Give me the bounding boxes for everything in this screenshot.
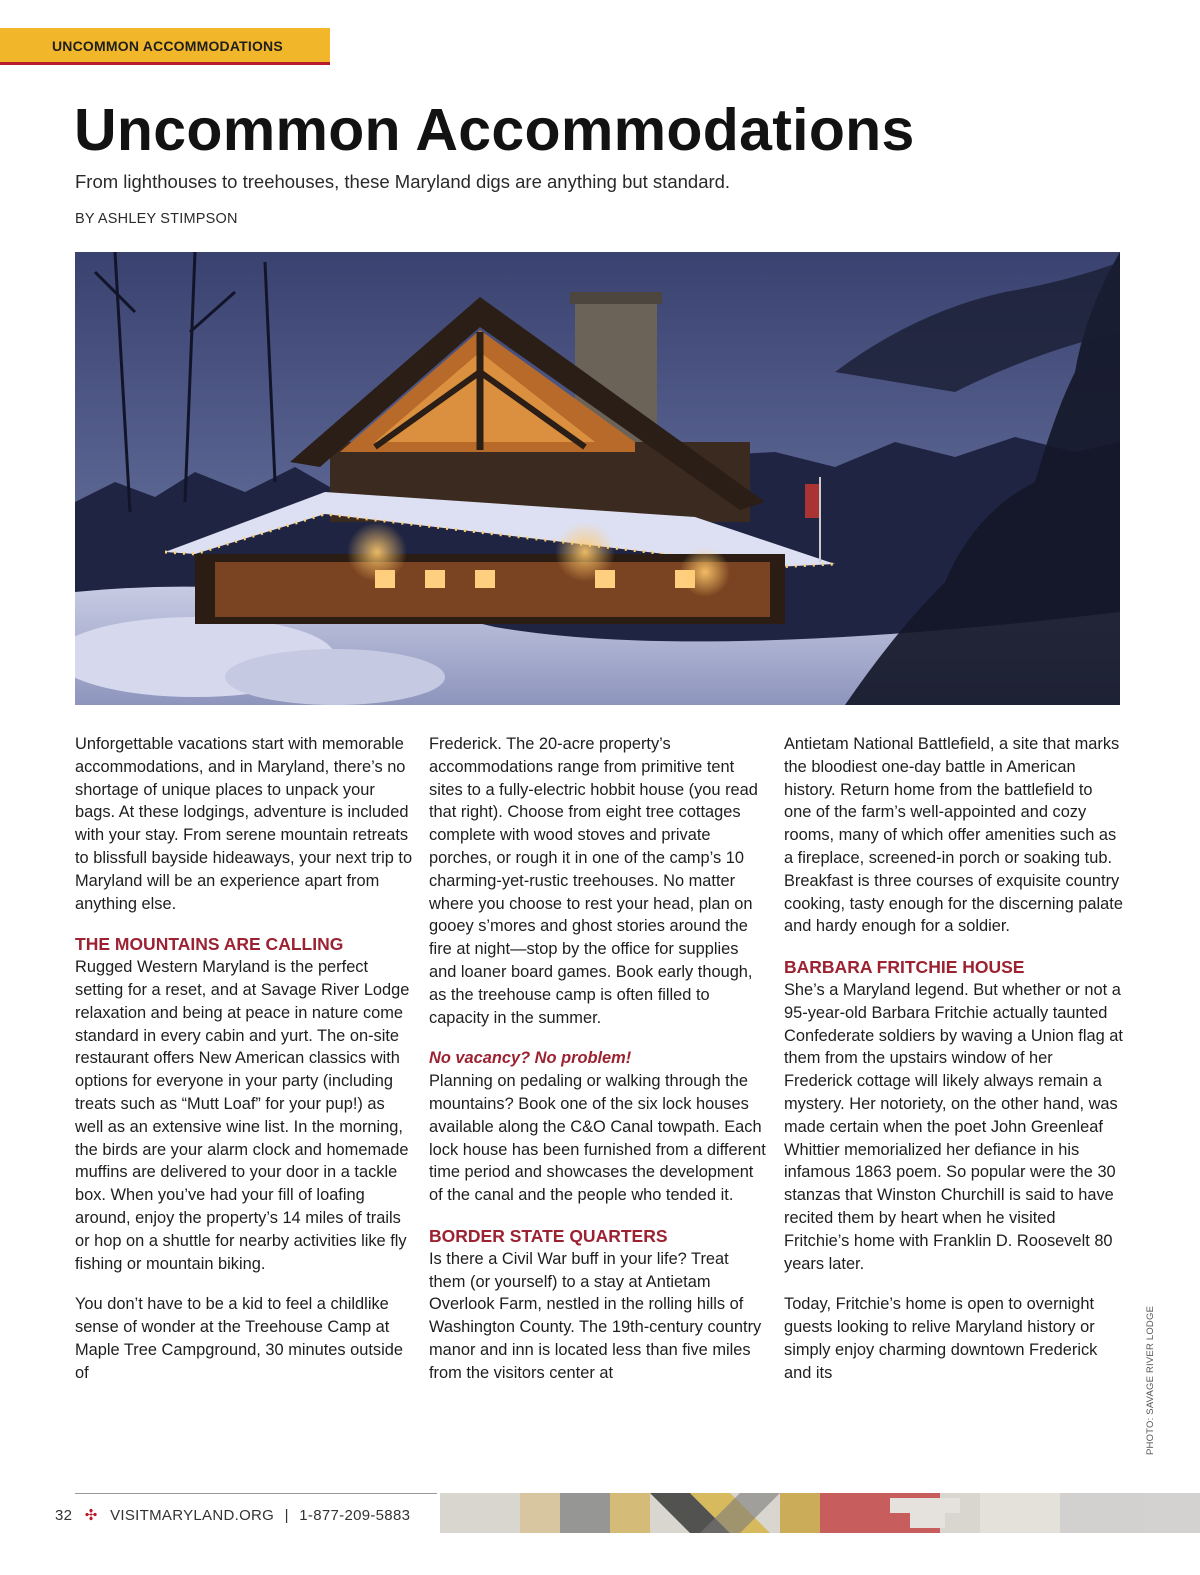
body-paragraph: Is there a Civil War buff in your life? Treat them (or yourself) to a stay at Antietam Overlook Farm, nestled in the rolling hills of Washington County. The 19th-century country manor and inn is located less than five miles from the visitors center at [429,1249,762,1382]
article-column-3 [784,733,1124,1403]
section-heading-mountains: THE MOUNTAINS ARE CALLING [75,934,344,955]
body-paragraph: Rugged Western Maryland is the perfect setting for a reset, and at Savage River Lodge relaxation and being at peace in nature come standard in every cabin and yurt. The on-site restaurant offers New American classics with options for everyone in your party (including treats such as “Mutt Loaf” for your pup!) as well as an extensive wine list. In the morning, the birds are your alarm clock and homemade muffins are delivered to your door in a tackle box. When you’ve had your fill of loafing around, enjoy the property’s 14 miles of trails or hop on a shuttle for nearby activities like fly fishing or mountain biking. [75,958,410,1273]
lodge-photo [75,252,1120,705]
page-number: 32 [55,1507,73,1524]
article-subtitle: From lighthouses to treehouses, these Maryland digs are anything but standard. [75,171,731,192]
article-byline: BY ASHLEY STIMPSON [75,211,238,227]
body-paragraph: Antietam National Battlefield, a site that marks the bloodiest one-day battle in American history. Return home from the battlefield to one of the farm’s well-appointed and cozy rooms, many of which offer amenities such as a fireplace, screened-in porch or soaking tub. Breakfast is three courses of exquisite country cooking, tasty enough for the discerning palate and hardy enough for a soldier. [784,735,1123,936]
footer-rule [75,1493,437,1494]
body-paragraph: Today, Fritchie’s home is open to overnight guests looking to relive Maryland history or simply enjoy charming downtown Frederick and its [784,1295,1098,1382]
photo-credit: PHOTO: SAVAGE RIVER LODGE [1145,1305,1156,1455]
article-column-1 [75,733,415,1403]
section-heading-fritchie: BARBARA FRITCHIE HOUSE [784,957,1025,978]
page-footer [55,1506,410,1524]
intro-paragraph: Unforgettable vacations start with memorable accommodations, and in Maryland, there’s no shortage of unique places to unpack your bags. At these lodgings, adventure is included with your stay. From serene mountain retreats to blissfull bayside hideaways, your next trip to Maryland will be an experience apart from anything else. [75,735,413,913]
ornament-icon: ✣ [84,1507,98,1524]
website-link[interactable]: VISITMARYLAND.ORG [110,1507,275,1524]
subheading-no-vacancy: No vacancy? No problem! [429,1049,632,1068]
flag-texture-band [440,1493,1200,1533]
body-paragraph: Frederick. The 20-acre property’s accommodations range from primitive tent sites to a fully-electric hobbit house (you read that right). Choose from eight tree cottages complete with wood stoves and private porches, or rough it in one of the camp’s 10 charming-yet-rustic treehouses. No matter where you choose to rest your head, plan on gooey s’mores and ghost stories around the fire at night—stop by the office for supplies and loaner board games. Book early though, as the treehouse camp is often filled to capacity in the summer. [429,735,758,1027]
section-tab-label: UNCOMMON ACCOMMODATIONS [52,38,283,54]
body-paragraph: Planning on pedaling or walking through the mountains? Book one of the six lock houses available along the C&O Canal towpath. Each lock house has been furnished from a different time period and showcases the development of the canal and the people who tended it. [429,1072,766,1205]
article-column-2 [429,733,769,1403]
section-tab [0,28,330,65]
body-paragraph: She’s a Maryland legend. But whether or not a 95-year-old Barbara Fritchie actually taunted Confederate soldiers by waving a Union flag at them from the upstairs window of her Frederick cottage will likely always remain a mystery. Her notoriety, on the other hand, was made certain when the poet John Greenleaf Whittier memorialized her defiance in his infamous 1863 poem. So popular were the 30 stanzas that Winston Churchill is said to have recited them by heart when he visited Fritchie’s home with Franklin D. Roosevelt 80 years later. [784,980,1123,1273]
phone-number: 1-877-209-5883 [299,1507,411,1524]
body-paragraph: You don’t have to be a kid to feel a childlike sense of wonder at the Treehouse Camp at Maple Tree Campground, 30 minutes outside of [75,1295,403,1382]
footer-divider: | [284,1507,289,1524]
section-heading-border-state: BORDER STATE QUARTERS [429,1225,668,1246]
article-title: Uncommon Accommodations [74,97,915,163]
